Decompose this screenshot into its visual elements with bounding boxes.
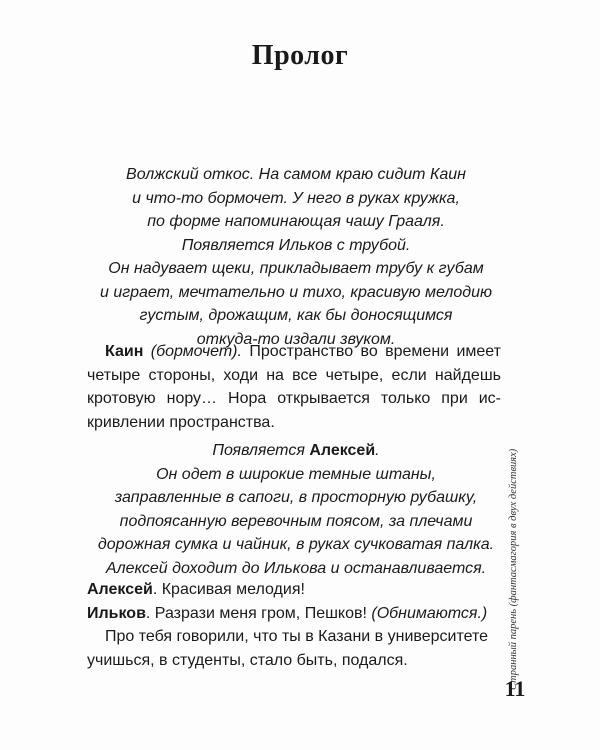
stage-line: подпоясанную веревочным поясом, за плечами	[119, 512, 473, 530]
stage-line: заправленные в сапоги, в просторную рубашку,	[114, 489, 478, 506]
speech-line-1	[87, 340, 501, 364]
speaker-ilkov: Ильков	[87, 604, 146, 622]
stage-line: Волжский откос. На самом краю сидит Каин	[126, 166, 466, 183]
dialog-line-alexey	[87, 578, 507, 602]
dialog-text: . Разрази меня гром, Пешков!	[145, 604, 372, 622]
dialog-block	[87, 578, 507, 672]
dialog-line-ilkov	[87, 602, 507, 626]
stage-intro: Появляется	[212, 442, 305, 459]
stage-line: и что-то бормочет. У него в руках кружка,	[132, 189, 460, 207]
stage-line: дорожная сумка и чайник, в руках сучковатая палка.	[97, 536, 495, 553]
stage-line: Появляется Ильков с трубой.	[181, 236, 411, 254]
dialog-line: учишься, в студенты, стало быть, подался.	[87, 651, 408, 669]
stage-line: откуда-то издали звуком.	[196, 330, 396, 348]
page-title: Пролог	[251, 40, 349, 71]
page-number: 11	[504, 676, 526, 701]
stage-direction-alexey	[96, 439, 496, 580]
stage-line: Он одет в широкие темные штаны,	[156, 465, 436, 483]
stage-line: густым, дрожащим, как бы доносящимся	[139, 307, 453, 324]
character-alexey: Алексей	[309, 442, 376, 459]
speech-line-4: кривлении пространства.	[87, 413, 275, 431]
dialog-line: Про тебя говорили, что ты в Казани в университете	[105, 628, 489, 645]
speech-text: Пространство во времени имеет	[249, 343, 502, 360]
stage-line	[96, 439, 496, 463]
stage-direction-inline: (бормочет).	[150, 343, 242, 360]
stage-direction-opening	[96, 163, 496, 351]
running-header	[506, 440, 522, 690]
stage-line: Алексей доходит до Илькова и останавливается.	[105, 559, 487, 577]
speech-line-3: кротовую нору… Нора открывается только при ис-	[87, 390, 501, 407]
stage-line: по форме напоминающая чашу Грааля.	[147, 213, 445, 230]
speaker-alexey: Алексей	[87, 581, 153, 598]
dialog-text: . Красивая мелодия!	[152, 581, 305, 598]
stage-direction-inline: (Обнимаются.)	[371, 604, 488, 622]
stage-line: и играет, мечтательно и тихо, красивую мелодию	[99, 283, 493, 301]
stage-intro-end: .	[375, 442, 380, 459]
speech-line-2: четыре стороны, ходи на все четыре, если найдешь	[87, 366, 501, 384]
stage-line: Он надувает щеки, прикладывает трубу к губам	[108, 260, 484, 277]
speaker-cain: Каин	[105, 343, 144, 360]
cain-speech	[87, 340, 501, 434]
running-header-text: Странный парень (фантасмагория в двух действиях)	[508, 448, 519, 690]
